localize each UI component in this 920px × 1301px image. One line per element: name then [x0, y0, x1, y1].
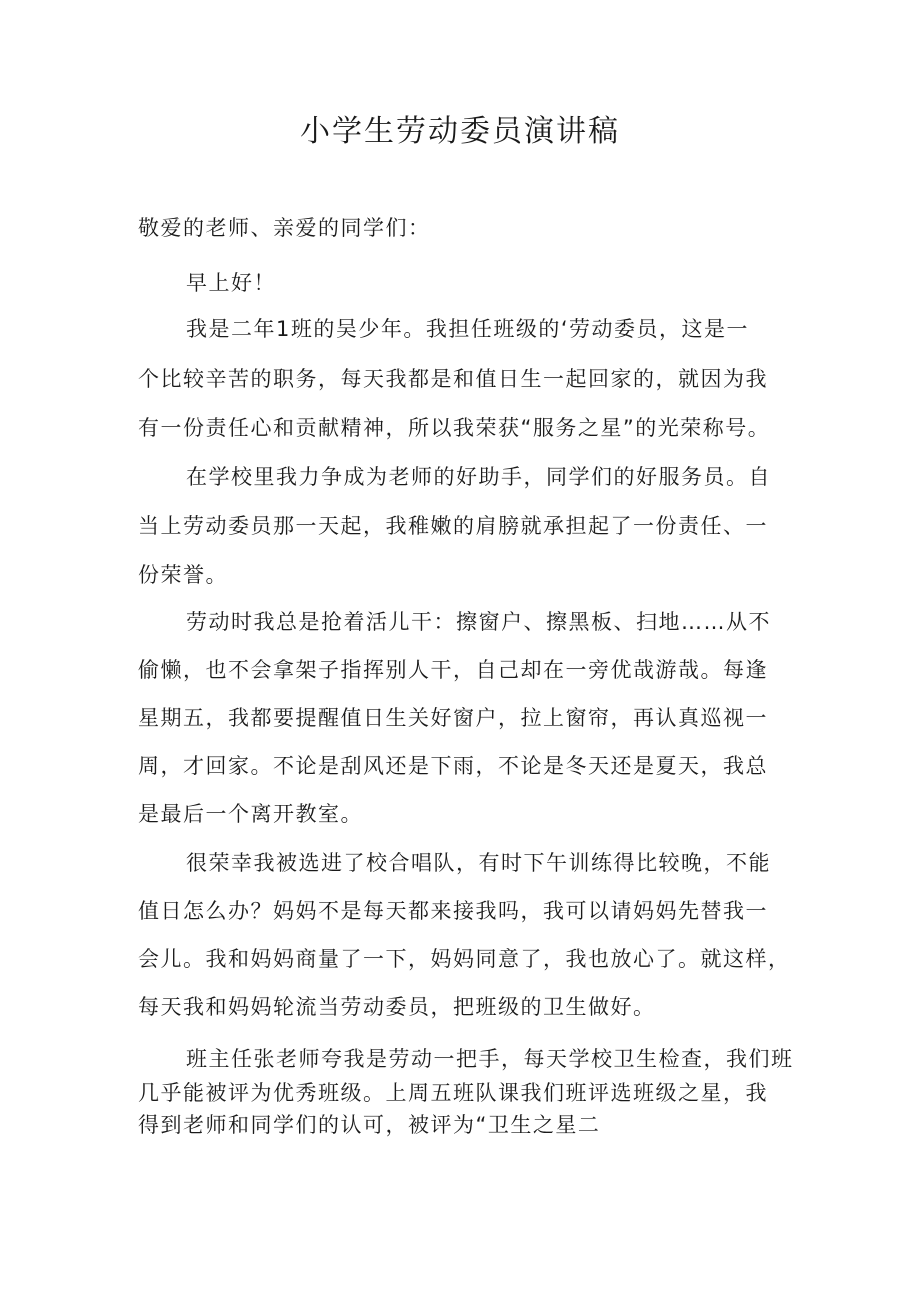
- document-title: 小学生劳动委员演讲稿: [300, 114, 620, 149]
- paragraph-5-line-3: 得到老师和同学们的认可，被评为“卫生之星二: [138, 1113, 601, 1137]
- paragraph-3-line-5: 是最后一个离开教室。: [138, 802, 363, 826]
- paragraph-5-line-1: 班主任张老师夸我是劳动一把手，每天学校卫生检查，我们班: [186, 1047, 794, 1071]
- greeting: 早上好！: [186, 271, 276, 295]
- paragraph-4-line-1: 很荣幸我被选进了校合唱队，有时下午训练得比较晚，不能: [186, 851, 771, 875]
- paragraph-1-line-2: 个比较辛苦的职务，每天我都是和值日生一起回家的，就因为我: [138, 367, 768, 391]
- paragraph-4-line-4: 每天我和妈妈轮流当劳动委员，把班级的卫生做好。: [138, 995, 656, 1019]
- salutation: 敬爱的老师、亲爱的同学们：: [138, 216, 431, 240]
- paragraph-4-line-3: 会儿。我和妈妈商量了一下，妈妈同意了，我也放心了。就这样，: [138, 947, 791, 971]
- paragraph-4-line-2: 值日怎么办？妈妈不是每天都来接我吗，我可以请妈妈先替我一: [138, 899, 768, 923]
- paragraph-3-line-2: 偷懒，也不会拿架子指挥别人干，自己却在一旁优哉游哉。每逢: [138, 658, 768, 682]
- paragraph-3-line-3: 星期五，我都要提醒值日生关好窗户，拉上窗帘，再认真巡视一: [138, 706, 768, 730]
- paragraph-2-line-2: 当上劳动委员那一天起，我稚嫩的肩膀就承担起了一份责任、一: [138, 514, 768, 538]
- paragraph-5-line-2: 几乎能被评为优秀班级。上周五班队课我们班评选班级之星，我: [138, 1081, 768, 1105]
- paragraph-2-line-3: 份荣誉。: [138, 563, 228, 587]
- paragraph-1-line-1: 我是二年1班的吴少年。我担任班级的‘劳动委员，这是一: [186, 317, 750, 341]
- paragraph-3-line-4: 周，才回家。不论是刮风还是下雨，不论是冬天还是夏天，我总: [138, 754, 768, 778]
- paragraph-3-line-1: 劳动时我总是抢着活儿干：擦窗户、擦黑板、扫地……从不: [186, 610, 771, 634]
- paragraph-2-line-1: 在学校里我力争成为老师的好助手，同学们的好服务员。自: [186, 465, 771, 489]
- paragraph-1-line-3: 有一份责任心和贡献精神，所以我荣获“服务之星”的光荣称号。: [138, 416, 771, 440]
